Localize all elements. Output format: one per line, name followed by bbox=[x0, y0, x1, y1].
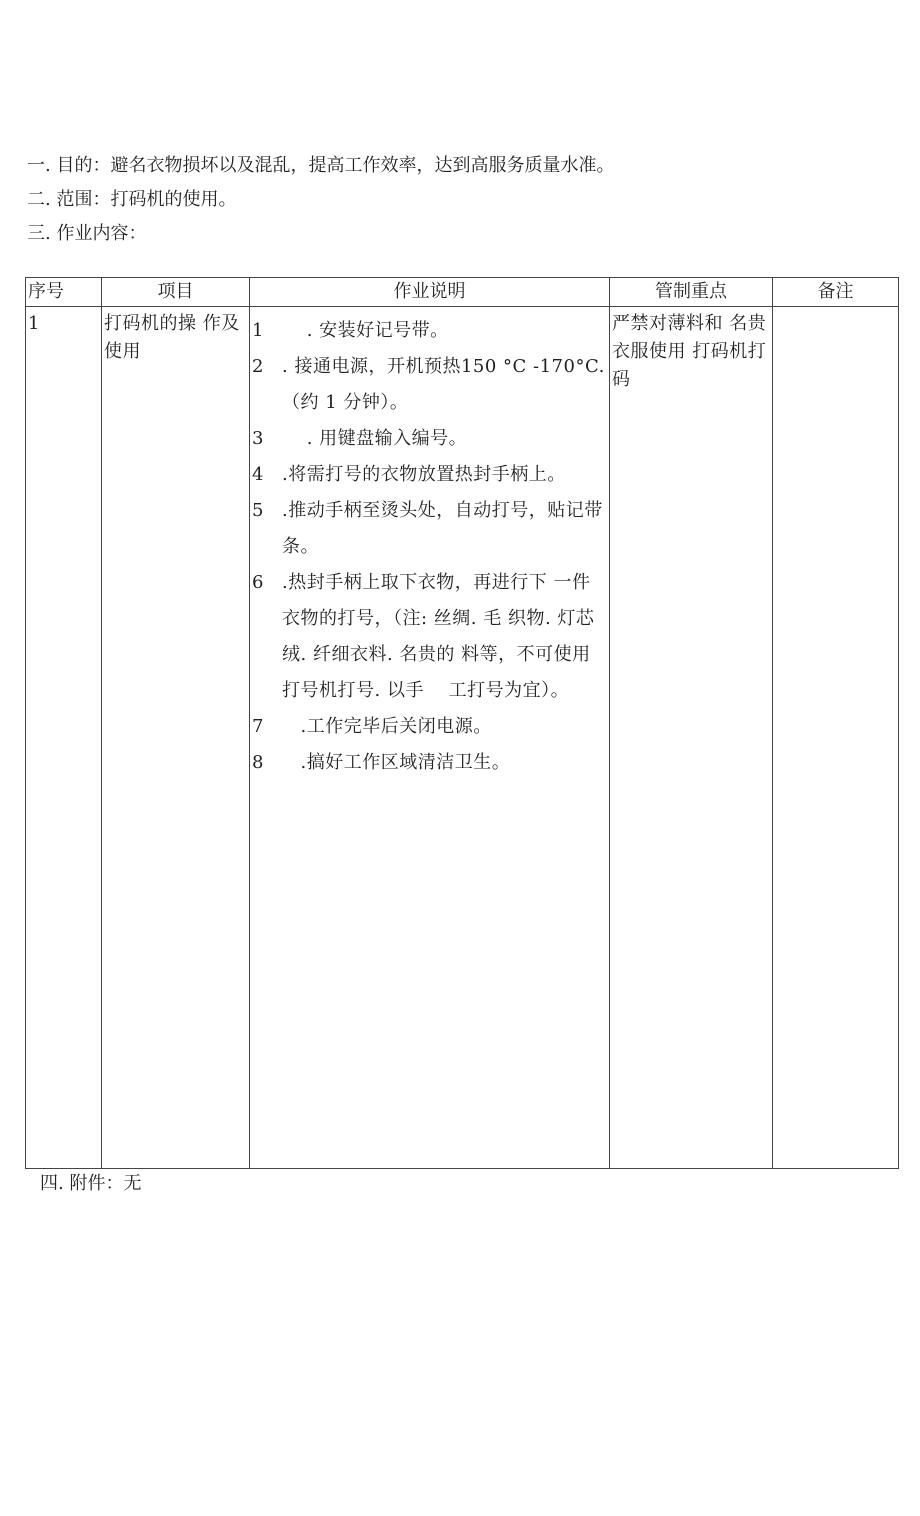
list-item bbox=[250, 493, 609, 565]
list-item bbox=[250, 457, 609, 493]
row-item: 打码机的操 作及使用 bbox=[104, 313, 240, 362]
step-text: .将需打号的衣物放置热封手柄上。 bbox=[282, 464, 566, 485]
step-text: .推动手柄至烫头处，自动打号，贴记带条。 bbox=[282, 500, 603, 557]
step-number: 1 bbox=[252, 320, 264, 341]
table-header-row bbox=[26, 278, 899, 307]
step-number: 2 bbox=[252, 356, 264, 377]
purpose-line: 一. 目的：避名衣物损坏以及混乱，提高工作效率，达到高服务质量水准。 bbox=[27, 155, 615, 176]
header-item: 项目 bbox=[102, 278, 250, 307]
step-list bbox=[250, 307, 609, 781]
step-text: .工作完毕后关闭电源。 bbox=[282, 716, 492, 737]
list-item bbox=[250, 421, 609, 457]
step-text: .搞好工作区域清洁卫生。 bbox=[282, 752, 511, 773]
row-control-cell bbox=[610, 307, 773, 1169]
step-number: 3 bbox=[252, 428, 264, 449]
header-control-points: 管制重点 bbox=[610, 278, 773, 307]
row-control-points: 严禁对薄料和 名贵衣服使用 打码机打码 bbox=[612, 313, 767, 390]
row-item-cell bbox=[102, 307, 250, 1169]
list-item bbox=[250, 565, 609, 709]
header-remarks: 备注 bbox=[773, 278, 899, 307]
step-number: 4 bbox=[252, 464, 264, 485]
list-item bbox=[250, 349, 609, 421]
content-heading: 三. 作业内容： bbox=[27, 223, 147, 244]
list-item bbox=[250, 313, 609, 349]
attachment-line: 四. 附件：无 bbox=[40, 1173, 142, 1194]
row-remarks-cell bbox=[773, 307, 899, 1169]
step-number: 7 bbox=[252, 716, 264, 737]
row-instructions-cell bbox=[250, 307, 610, 1169]
list-item bbox=[250, 745, 609, 781]
procedure-table bbox=[25, 277, 899, 1169]
row-no-cell bbox=[26, 307, 102, 1169]
list-item bbox=[250, 709, 609, 745]
step-text: . 用键盘输入编号。 bbox=[282, 428, 468, 449]
step-number: 8 bbox=[252, 752, 264, 773]
step-number: 6 bbox=[252, 572, 264, 593]
row-remarks bbox=[773, 307, 898, 310]
step-text: . 接通电源，开机预热150 °C -170°C.（约 1 分钟）。 bbox=[282, 356, 605, 413]
scope-line: 二. 范围：打码机的使用。 bbox=[27, 189, 237, 210]
step-text: .热封手柄上取下衣物，再进行下 一件衣物的打号，（注: 丝绸. 毛 织物. 灯芯绒. 纤细衣料. 名贵的 料等，不可使用打号机打号. 以手 工打号为宜）。 bbox=[282, 572, 595, 701]
step-number: 5 bbox=[252, 500, 264, 521]
table-row bbox=[26, 307, 899, 1169]
step-text: . 安装好记号带。 bbox=[282, 320, 449, 341]
header-instructions: 作业说明 bbox=[250, 278, 610, 307]
row-no: 1 bbox=[28, 313, 40, 334]
header-no: 序号 bbox=[26, 278, 102, 307]
